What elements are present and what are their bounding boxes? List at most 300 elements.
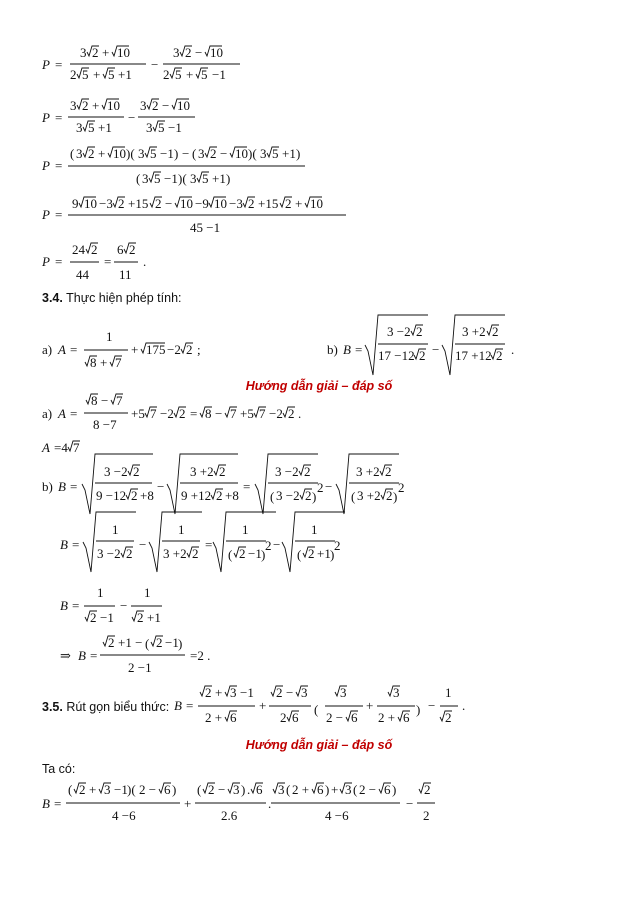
svg-text:(: ( xyxy=(314,702,319,717)
svg-text:): ) xyxy=(226,171,231,186)
svg-text:−1: −1 xyxy=(240,685,254,700)
svg-text:+: + xyxy=(259,698,267,713)
svg-text:10: 10 xyxy=(107,98,120,113)
solution-3-4-b-line-2 xyxy=(60,512,345,572)
svg-text:2: 2 xyxy=(137,610,144,625)
svg-text:): ) xyxy=(416,702,421,717)
svg-text:2: 2 xyxy=(304,464,311,479)
exercise-3-4-b xyxy=(327,315,514,375)
svg-text:+: + xyxy=(331,782,339,797)
svg-text:B: B xyxy=(60,537,68,552)
svg-text:2 +: 2 + xyxy=(205,710,223,725)
svg-text:4 −6: 4 −6 xyxy=(112,808,136,823)
svg-text:5: 5 xyxy=(202,171,209,186)
svg-text:2 +: 2 + xyxy=(378,710,396,725)
svg-text:3 +2: 3 +2 xyxy=(163,546,187,561)
svg-text:=: = xyxy=(70,342,78,357)
svg-text:=: = xyxy=(55,110,63,125)
svg-text:2: 2 xyxy=(208,782,215,797)
svg-text:3 +2: 3 +2 xyxy=(462,324,486,339)
svg-text:=: = xyxy=(55,57,63,72)
svg-text:2: 2 xyxy=(179,406,186,421)
svg-text:): ) xyxy=(312,489,317,504)
svg-text:−: − xyxy=(273,537,281,552)
svg-text:9 −12: 9 −12 xyxy=(96,488,127,503)
svg-text:)(: )( xyxy=(178,171,187,186)
svg-text:2: 2 xyxy=(70,67,77,82)
exercise-3-4-title xyxy=(42,291,182,305)
svg-text:;: ; xyxy=(197,342,201,357)
svg-text:2: 2 xyxy=(385,464,392,479)
svg-text:11: 11 xyxy=(119,267,132,282)
svg-text:5: 5 xyxy=(201,67,208,82)
svg-text:−: − xyxy=(182,146,190,161)
svg-text:2: 2 xyxy=(90,610,97,625)
svg-text:2 −: 2 − xyxy=(139,782,157,797)
svg-text:.: . xyxy=(462,698,466,713)
svg-text:2: 2 xyxy=(280,710,287,725)
svg-text:−: − xyxy=(218,782,226,797)
svg-text:2: 2 xyxy=(79,782,86,797)
svg-text:7: 7 xyxy=(230,406,237,421)
svg-text:8 −7: 8 −7 xyxy=(93,417,117,432)
svg-text:7: 7 xyxy=(116,393,123,408)
svg-text:+: + xyxy=(366,698,374,713)
svg-text:17 −12: 17 −12 xyxy=(378,348,415,363)
svg-text:5: 5 xyxy=(108,67,115,82)
svg-text:P: P xyxy=(42,254,50,269)
svg-text:6: 6 xyxy=(230,710,237,725)
svg-text:2: 2 xyxy=(288,406,295,421)
svg-text:3: 3 xyxy=(345,782,352,797)
svg-text:=: = xyxy=(55,158,63,173)
svg-text:2: 2 xyxy=(92,45,99,60)
svg-text:−: − xyxy=(151,57,159,72)
svg-text:2 +: 2 + xyxy=(292,782,310,797)
svg-text:175: 175 xyxy=(146,342,166,357)
svg-text:(: ( xyxy=(68,782,73,797)
svg-text:B: B xyxy=(60,598,68,613)
svg-text:=: = xyxy=(55,207,63,222)
svg-text:2.6: 2.6 xyxy=(221,808,238,823)
svg-text:=: = xyxy=(355,342,363,357)
svg-text:9: 9 xyxy=(72,196,79,211)
solution-3-4-a xyxy=(41,393,301,455)
svg-text:): ) xyxy=(261,547,266,562)
svg-text:3: 3 xyxy=(142,171,149,186)
svg-text:(: ( xyxy=(136,171,141,186)
svg-text:+5: +5 xyxy=(240,406,254,421)
svg-text:1: 1 xyxy=(144,585,151,600)
svg-text:a): a) xyxy=(42,406,53,421)
svg-text:A: A xyxy=(58,342,66,357)
svg-text:2: 2 xyxy=(386,488,393,503)
svg-text:+1: +1 xyxy=(282,146,296,161)
svg-text:44: 44 xyxy=(76,267,89,282)
exercise-3-5-number: 3.5. xyxy=(42,700,63,714)
svg-text:5: 5 xyxy=(150,146,157,161)
svg-text:+: + xyxy=(184,796,192,811)
svg-text:=: = xyxy=(70,479,78,494)
svg-text:3: 3 xyxy=(140,98,147,113)
svg-text:2: 2 xyxy=(276,685,283,700)
svg-text:P: P xyxy=(42,207,50,222)
svg-text:2: 2 xyxy=(152,98,159,113)
svg-text:+: + xyxy=(102,45,110,60)
svg-text:+: + xyxy=(98,146,106,161)
svg-text:2: 2 xyxy=(186,342,193,357)
svg-text:.: . xyxy=(247,782,251,797)
svg-text:3 +2: 3 +2 xyxy=(356,464,380,479)
svg-text:−: − xyxy=(432,342,440,357)
svg-text:10: 10 xyxy=(310,196,323,211)
svg-text:3: 3 xyxy=(198,146,205,161)
svg-text:=: = xyxy=(72,598,80,613)
svg-text:=: = xyxy=(70,406,78,421)
svg-text:3: 3 xyxy=(230,685,237,700)
svg-text:+1: +1 xyxy=(118,67,132,82)
svg-text:=4: =4 xyxy=(54,440,68,455)
svg-text:−1: −1 xyxy=(114,782,128,797)
svg-text:6: 6 xyxy=(164,782,171,797)
svg-text:.: . xyxy=(268,796,272,811)
svg-text:3: 3 xyxy=(190,171,197,186)
svg-text:2: 2 xyxy=(91,242,98,257)
svg-text:2: 2 xyxy=(219,464,226,479)
svg-text:10: 10 xyxy=(235,146,248,161)
svg-text:10: 10 xyxy=(84,196,97,211)
svg-text:6: 6 xyxy=(351,710,358,725)
svg-text:6: 6 xyxy=(117,242,124,257)
svg-text:3: 3 xyxy=(146,120,153,135)
svg-text:+1: +1 xyxy=(317,546,331,561)
svg-text:2 −: 2 − xyxy=(326,710,344,725)
svg-text:1: 1 xyxy=(242,522,249,537)
svg-text:): ) xyxy=(172,782,177,797)
svg-text:2: 2 xyxy=(205,685,212,700)
svg-text:=: = xyxy=(186,698,194,713)
svg-text:B: B xyxy=(343,342,351,357)
svg-text:2: 2 xyxy=(82,98,89,113)
svg-text:2: 2 xyxy=(210,146,217,161)
svg-text:(: ( xyxy=(145,636,150,651)
svg-text:2: 2 xyxy=(305,488,312,503)
svg-text:7: 7 xyxy=(150,406,157,421)
svg-text:3: 3 xyxy=(104,782,111,797)
svg-text:6: 6 xyxy=(292,710,299,725)
svg-text:1: 1 xyxy=(311,522,318,537)
svg-text:−: − xyxy=(406,796,414,811)
svg-text:−: − xyxy=(120,598,128,613)
svg-text:+8: +8 xyxy=(225,488,239,503)
svg-text:−: − xyxy=(195,45,203,60)
svg-text:(: ( xyxy=(286,782,291,797)
svg-text:+: + xyxy=(295,196,303,211)
svg-text:2: 2 xyxy=(129,242,136,257)
exercise-3-5-title xyxy=(42,700,169,714)
svg-text:2: 2 xyxy=(285,196,292,211)
svg-text:−1: −1 xyxy=(164,171,178,186)
svg-text:=: = xyxy=(72,537,80,552)
svg-text:P: P xyxy=(42,158,50,173)
svg-text:−9: −9 xyxy=(195,196,209,211)
svg-text:5: 5 xyxy=(88,120,95,135)
svg-text:.: . xyxy=(298,406,302,421)
svg-text:3: 3 xyxy=(260,146,267,161)
svg-text:5: 5 xyxy=(272,146,279,161)
svg-text:−1: −1 xyxy=(248,546,262,561)
svg-text:): ) xyxy=(241,782,246,797)
svg-text:(: ( xyxy=(270,489,275,504)
svg-text:−3: −3 xyxy=(229,196,243,211)
svg-text:=: = xyxy=(205,537,213,552)
svg-text:+1: +1 xyxy=(212,171,226,186)
svg-text:8: 8 xyxy=(91,393,98,408)
svg-text:=2 .: =2 . xyxy=(190,648,211,663)
svg-text:7: 7 xyxy=(73,440,80,455)
svg-text:5: 5 xyxy=(175,67,182,82)
svg-text:+1 −: +1 − xyxy=(118,635,143,650)
svg-text:3: 3 xyxy=(173,45,180,60)
svg-text:B: B xyxy=(42,796,50,811)
svg-text:−: − xyxy=(101,393,109,408)
svg-text:6: 6 xyxy=(317,782,324,797)
svg-text:10: 10 xyxy=(180,196,193,211)
svg-text:1: 1 xyxy=(106,329,113,344)
svg-text:)(: )( xyxy=(126,146,135,161)
svg-text:3: 3 xyxy=(138,146,145,161)
svg-text:2: 2 xyxy=(416,324,423,339)
svg-text:2: 2 xyxy=(156,635,163,650)
svg-text:1: 1 xyxy=(112,522,119,537)
svg-text:−: − xyxy=(157,479,165,494)
svg-text:2: 2 xyxy=(424,782,431,797)
svg-text:10: 10 xyxy=(117,45,130,60)
svg-text:2: 2 xyxy=(419,348,426,363)
svg-text:3 −2: 3 −2 xyxy=(275,464,299,479)
svg-text:−: − xyxy=(220,146,228,161)
svg-text:−: − xyxy=(128,110,136,125)
svg-text:+: + xyxy=(100,355,108,370)
svg-text:2: 2 xyxy=(155,196,162,211)
svg-text:): ) xyxy=(393,489,398,504)
svg-text:2: 2 xyxy=(118,196,125,211)
svg-text:10: 10 xyxy=(210,45,223,60)
svg-text:P: P xyxy=(42,57,50,72)
svg-text:+: + xyxy=(186,67,194,82)
exercise-3-5-instruction: Rút gọn biểu thức: xyxy=(66,700,170,714)
svg-text:=: = xyxy=(90,648,98,663)
svg-text:(: ( xyxy=(297,547,302,562)
svg-text:.: . xyxy=(143,254,147,269)
svg-text:−2: −2 xyxy=(167,342,181,357)
svg-text:2: 2 xyxy=(492,324,499,339)
svg-text:2: 2 xyxy=(131,488,138,503)
svg-text:2: 2 xyxy=(423,808,430,823)
svg-text:3: 3 xyxy=(301,685,308,700)
svg-text:+: + xyxy=(92,98,100,113)
svg-text:7: 7 xyxy=(115,355,122,370)
svg-text:24: 24 xyxy=(72,242,85,257)
svg-text:): ) xyxy=(178,636,183,651)
svg-text:)(: )( xyxy=(127,782,136,797)
svg-text:(: ( xyxy=(351,489,356,504)
svg-text:3: 3 xyxy=(233,782,240,797)
svg-text:3: 3 xyxy=(278,782,285,797)
svg-text:6: 6 xyxy=(384,782,391,797)
svg-text:2: 2 xyxy=(248,196,255,211)
guide-heading-2: Hướng dẫn giải – đáp số xyxy=(245,738,393,752)
svg-text:2: 2 xyxy=(265,538,272,553)
svg-text:10: 10 xyxy=(113,146,126,161)
svg-text:(: ( xyxy=(197,782,202,797)
svg-text:3 −2: 3 −2 xyxy=(104,464,128,479)
exercise-3-4-a xyxy=(42,329,201,370)
svg-text:−3: −3 xyxy=(99,196,113,211)
solution-3-4-b-line-3 xyxy=(60,585,162,625)
svg-text:3: 3 xyxy=(76,146,83,161)
svg-text:3: 3 xyxy=(340,685,347,700)
svg-text:(: ( xyxy=(70,146,75,161)
svg-text:+1: +1 xyxy=(147,610,161,625)
svg-text:8: 8 xyxy=(205,406,212,421)
svg-text:8: 8 xyxy=(90,355,97,370)
guide-heading-1: Hướng dẫn giải – đáp số xyxy=(245,379,393,393)
exercise-3-5-statement xyxy=(174,685,465,725)
svg-text:6: 6 xyxy=(256,782,263,797)
svg-text:+1: +1 xyxy=(98,120,112,135)
svg-text:+: + xyxy=(93,67,101,82)
svg-text:2: 2 xyxy=(216,488,223,503)
svg-text:3: 3 xyxy=(80,45,87,60)
svg-text:3 +2: 3 +2 xyxy=(190,464,214,479)
svg-text:+: + xyxy=(131,342,139,357)
solution-3-4-b-line-1 xyxy=(42,454,405,514)
exercise-3-4-number: 3.4. xyxy=(42,291,63,305)
svg-text:b): b) xyxy=(42,479,53,494)
exercise-3-4-instruction: Thực hiện phép tính: xyxy=(66,291,182,305)
svg-text:−: − xyxy=(165,196,173,211)
svg-text:10: 10 xyxy=(214,196,227,211)
svg-text:2: 2 xyxy=(308,546,315,561)
svg-text:−1: −1 xyxy=(168,120,182,135)
svg-text:⇒: ⇒ xyxy=(60,648,71,663)
svg-text:5: 5 xyxy=(82,67,89,82)
svg-text:2: 2 xyxy=(133,464,140,479)
svg-text:): ) xyxy=(330,547,335,562)
svg-text:+5: +5 xyxy=(131,406,145,421)
svg-text:3: 3 xyxy=(393,685,400,700)
svg-text:1: 1 xyxy=(445,685,452,700)
svg-text:−2: −2 xyxy=(160,406,174,421)
p-formula-line-4 xyxy=(41,196,346,235)
p-formula-line-2 xyxy=(41,98,195,135)
ta-co-label: Ta có: xyxy=(42,762,76,776)
svg-text:=: = xyxy=(54,796,62,811)
svg-text:10: 10 xyxy=(177,98,190,113)
solution-3-5-line-1 xyxy=(42,782,435,823)
svg-text:3 −2: 3 −2 xyxy=(387,324,411,339)
svg-text:−: − xyxy=(139,537,147,552)
svg-text:A: A xyxy=(58,406,66,421)
svg-text:9 +12: 9 +12 xyxy=(181,488,212,503)
svg-text:2: 2 xyxy=(88,146,95,161)
svg-text:b): b) xyxy=(327,342,338,357)
svg-text:3: 3 xyxy=(70,98,77,113)
svg-text:2: 2 xyxy=(398,480,405,495)
svg-text:−1: −1 xyxy=(212,67,226,82)
svg-text:+15: +15 xyxy=(128,196,149,211)
svg-text:3 −2: 3 −2 xyxy=(97,546,121,561)
svg-text:3 +2: 3 +2 xyxy=(357,488,381,503)
svg-text:): ) xyxy=(174,146,179,161)
svg-text:6: 6 xyxy=(403,710,410,725)
svg-text:+8: +8 xyxy=(140,488,154,503)
svg-text:−: − xyxy=(428,698,436,713)
svg-text:B: B xyxy=(78,648,86,663)
svg-text:)(: )( xyxy=(248,146,257,161)
svg-text:A: A xyxy=(42,440,50,455)
svg-text:P: P xyxy=(42,110,50,125)
svg-text:7: 7 xyxy=(259,406,266,421)
svg-text:B: B xyxy=(58,479,66,494)
svg-text:+: + xyxy=(89,782,97,797)
svg-text:.: . xyxy=(511,342,515,357)
svg-text:(: ( xyxy=(192,146,197,161)
svg-text:2 −: 2 − xyxy=(359,782,377,797)
svg-text:B: B xyxy=(174,698,182,713)
svg-text:+: + xyxy=(215,685,223,700)
svg-text:−: − xyxy=(215,406,223,421)
svg-text:2: 2 xyxy=(126,546,133,561)
p-formula-line-1 xyxy=(41,45,240,82)
svg-text:=: = xyxy=(243,479,251,494)
svg-text:2: 2 xyxy=(239,546,246,561)
svg-text:): ) xyxy=(296,146,301,161)
svg-text:=: = xyxy=(55,254,63,269)
svg-text:3: 3 xyxy=(76,120,83,135)
svg-text:−1: −1 xyxy=(165,635,179,650)
svg-text:5: 5 xyxy=(154,171,161,186)
svg-text:4 −6: 4 −6 xyxy=(325,808,349,823)
svg-text:45 −1: 45 −1 xyxy=(190,220,221,235)
svg-text:−: − xyxy=(162,98,170,113)
svg-text:2: 2 xyxy=(192,546,199,561)
svg-text:2 −1: 2 −1 xyxy=(128,660,152,675)
svg-text:): ) xyxy=(325,782,330,797)
svg-text:2: 2 xyxy=(496,348,503,363)
svg-text:3 −2: 3 −2 xyxy=(276,488,300,503)
svg-text:a): a) xyxy=(42,342,53,357)
svg-text:2: 2 xyxy=(445,710,452,725)
svg-text:2: 2 xyxy=(163,67,170,82)
svg-text:=: = xyxy=(190,406,198,421)
svg-text:5: 5 xyxy=(158,120,165,135)
svg-text:): ) xyxy=(392,782,397,797)
svg-text:2: 2 xyxy=(317,480,324,495)
svg-text:=: = xyxy=(104,254,112,269)
svg-text:(: ( xyxy=(353,782,358,797)
p-formula-line-3 xyxy=(41,146,305,186)
svg-text:2: 2 xyxy=(185,45,192,60)
svg-text:−: − xyxy=(286,685,294,700)
svg-text:1: 1 xyxy=(178,522,185,537)
svg-text:−: − xyxy=(325,479,333,494)
svg-text:−1: −1 xyxy=(100,610,114,625)
svg-text:(: ( xyxy=(228,547,233,562)
svg-text:−1: −1 xyxy=(160,146,174,161)
svg-text:17 +12: 17 +12 xyxy=(455,348,492,363)
